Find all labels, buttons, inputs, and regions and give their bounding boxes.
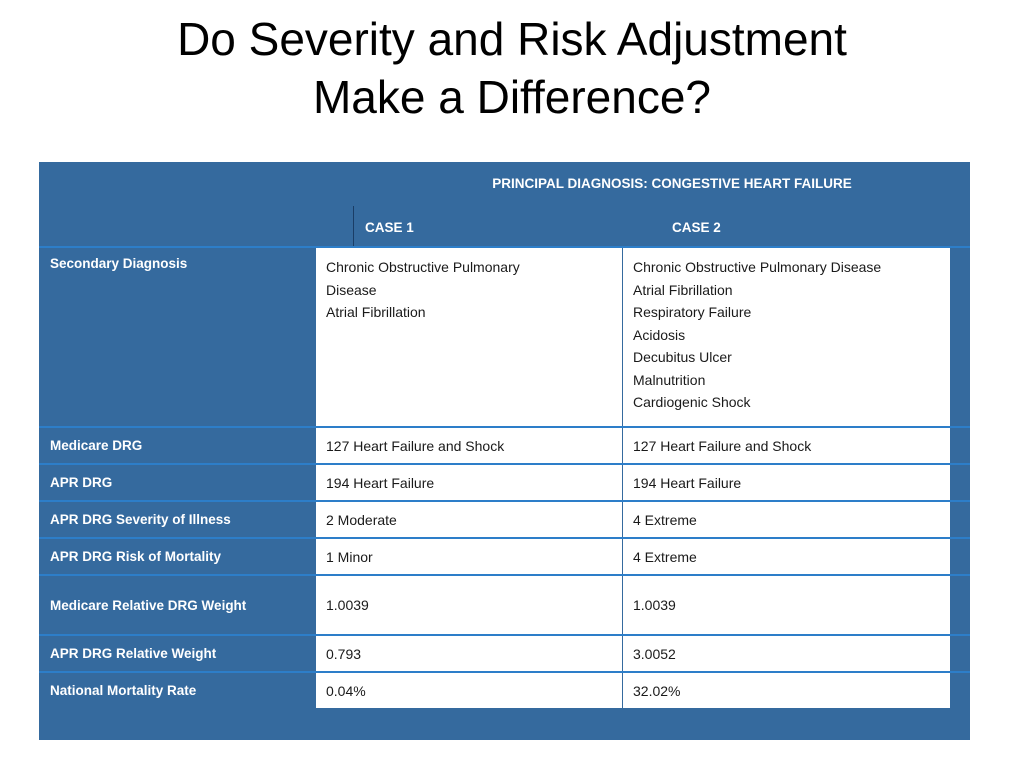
cell-medicare-drg-case-1: 127 Heart Failure and Shock	[316, 428, 622, 463]
cell-medicare-drg-case-2: 127 Heart Failure and Shock	[623, 428, 950, 463]
cell-apr-drg-case-1: 194 Heart Failure	[316, 465, 622, 500]
slide-title-line-2: Make a Difference?	[312, 71, 712, 123]
cell-secondary-diagnosis-case-2	[623, 248, 950, 426]
diagnosis-line: Respiratory Failure	[633, 304, 752, 320]
row-label-severity-of-illness: APR DRG Severity of Illness	[50, 512, 231, 527]
diagnosis-line: Disease	[326, 281, 377, 298]
row-label-secondary-diagnosis: Secondary Diagnosis	[50, 256, 188, 271]
cell-medicare-weight-case-1: 1.0039	[316, 576, 622, 634]
case-1-header: CASE 1	[365, 220, 414, 235]
row-label-national-mortality-rate: National Mortality Rate	[50, 683, 197, 698]
header-divider	[353, 206, 354, 246]
row-label-medicare-drg: Medicare DRG	[50, 438, 143, 453]
diagnosis-line: Malnutrition	[633, 371, 706, 388]
row-label-apr-drg: APR DRG	[50, 475, 113, 490]
cell-apr-weight-case-2: 3.0052	[623, 636, 950, 671]
diagnosis-line: Cardiogenic Shock	[633, 394, 751, 410]
cell-mortality-case-2: 32.02%	[623, 673, 950, 708]
diagnosis-line: Decubitus Ulcer	[633, 349, 732, 365]
diagnosis-line: Chronic Obstructive Pulmonary	[326, 259, 520, 275]
row-label-apr-relative-weight: APR DRG Relative Weight	[50, 646, 217, 661]
cell-risk-case-1: 1 Minor	[316, 539, 622, 574]
row-label-medicare-relative-weight: Medicare Relative DRG Weight	[50, 597, 247, 613]
comparison-table	[39, 162, 970, 740]
diagnosis-line: Atrial Fibrillation	[633, 281, 733, 298]
diagnosis-line: Chronic Obstructive Pulmonary Disease	[633, 259, 882, 275]
cell-risk-case-2: 4 Extreme	[623, 539, 950, 574]
principal-diagnosis-header: PRINCIPAL DIAGNOSIS: CONGESTIVE HEART FAILURE	[492, 176, 852, 191]
diagnosis-line: Atrial Fibrillation	[326, 304, 426, 320]
cell-mortality-case-1: 0.04%	[316, 673, 622, 708]
slide-title	[0, 10, 1024, 126]
slide-title-line-1: Do Severity and Risk Adjustment	[177, 13, 847, 65]
diagnosis-line: Acidosis	[633, 326, 686, 343]
cell-severity-case-1: 2 Moderate	[316, 502, 622, 537]
case-2-header: CASE 2	[672, 220, 721, 235]
cell-apr-drg-case-2: 194 Heart Failure	[623, 465, 950, 500]
row-label-risk-of-mortality: APR DRG Risk of Mortality	[50, 549, 222, 564]
cell-apr-weight-case-1: 0.793	[316, 636, 622, 671]
cell-medicare-weight-case-2: 1.0039	[623, 576, 950, 634]
cell-secondary-diagnosis-case-1	[316, 248, 622, 426]
cell-severity-case-2: 4 Extreme	[623, 502, 950, 537]
